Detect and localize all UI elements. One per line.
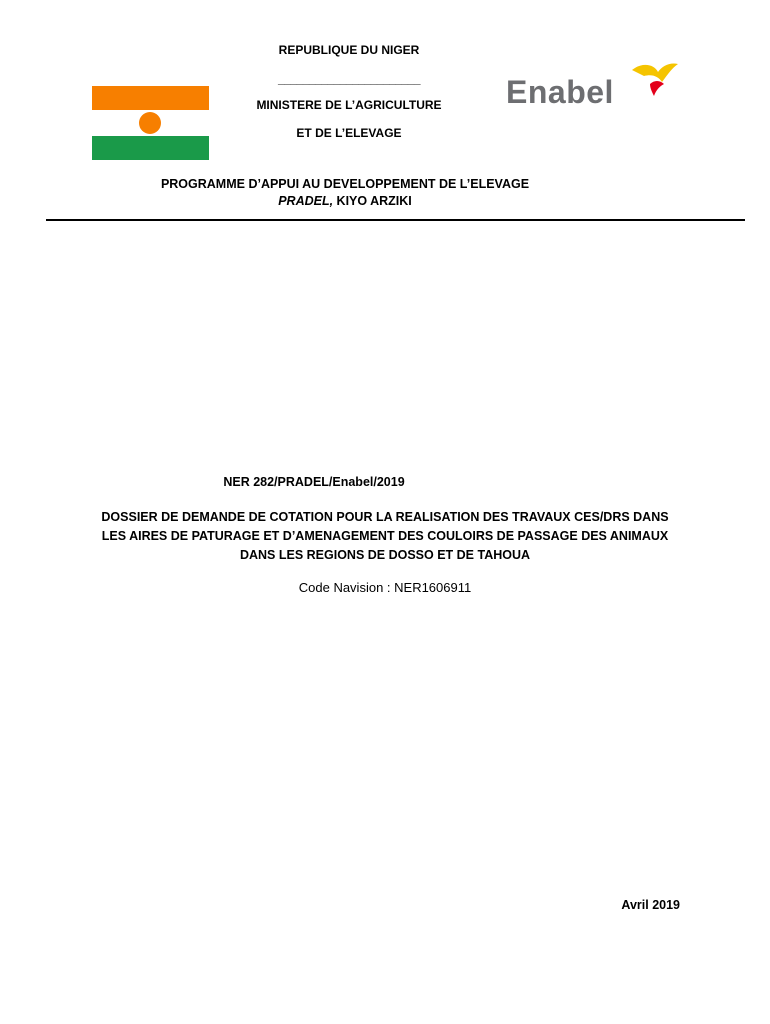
- flag-green-band: [92, 136, 209, 160]
- enabel-logo: [506, 60, 681, 116]
- enabel-logo-text: Enabel: [506, 74, 614, 110]
- flag-white-band: [92, 110, 209, 136]
- reference-number: NER 282/PRADEL/Enabel/2019: [223, 475, 405, 489]
- code-navision: Code Navision : NER1606911: [298, 580, 472, 595]
- enabel-bird-icon: [628, 60, 680, 100]
- document-date: Avril 2019: [621, 898, 680, 912]
- flag-orange-band: [92, 86, 209, 110]
- horizontal-rule: [46, 219, 745, 221]
- header-separator: _______________________: [278, 72, 420, 86]
- flag-orange-disc: [139, 112, 161, 134]
- niger-flag: [92, 86, 209, 160]
- ministry-line-2: ET DE L’ELEVAGE: [296, 126, 402, 140]
- programme-subtitle: [0, 194, 690, 208]
- programme-title: PROGRAMME D’APPUI AU DEVELOPPEMENT DE L’ELEVAGE: [160, 177, 530, 191]
- ministry-line-1: MINISTERE DE L’AGRICULTURE: [256, 98, 442, 112]
- dossier-title: DOSSIER DE DEMANDE DE COTATION POUR LA REALISATION DES TRAVAUX CES/DRS DANS LES AIRES DE PATURAGE ET D’AMENAGEMENT DES COULOIRS DE PASSAGE DES ANIMAUX DANS LES REGIONS DE DOSSO ET DE TAHOUA: [101, 510, 669, 562]
- republic-heading: REPUBLIQUE DU NIGER: [278, 43, 420, 57]
- programme-acronym: PRADEL,: [278, 194, 334, 208]
- programme-name: KIYO ARZIKI: [333, 194, 412, 208]
